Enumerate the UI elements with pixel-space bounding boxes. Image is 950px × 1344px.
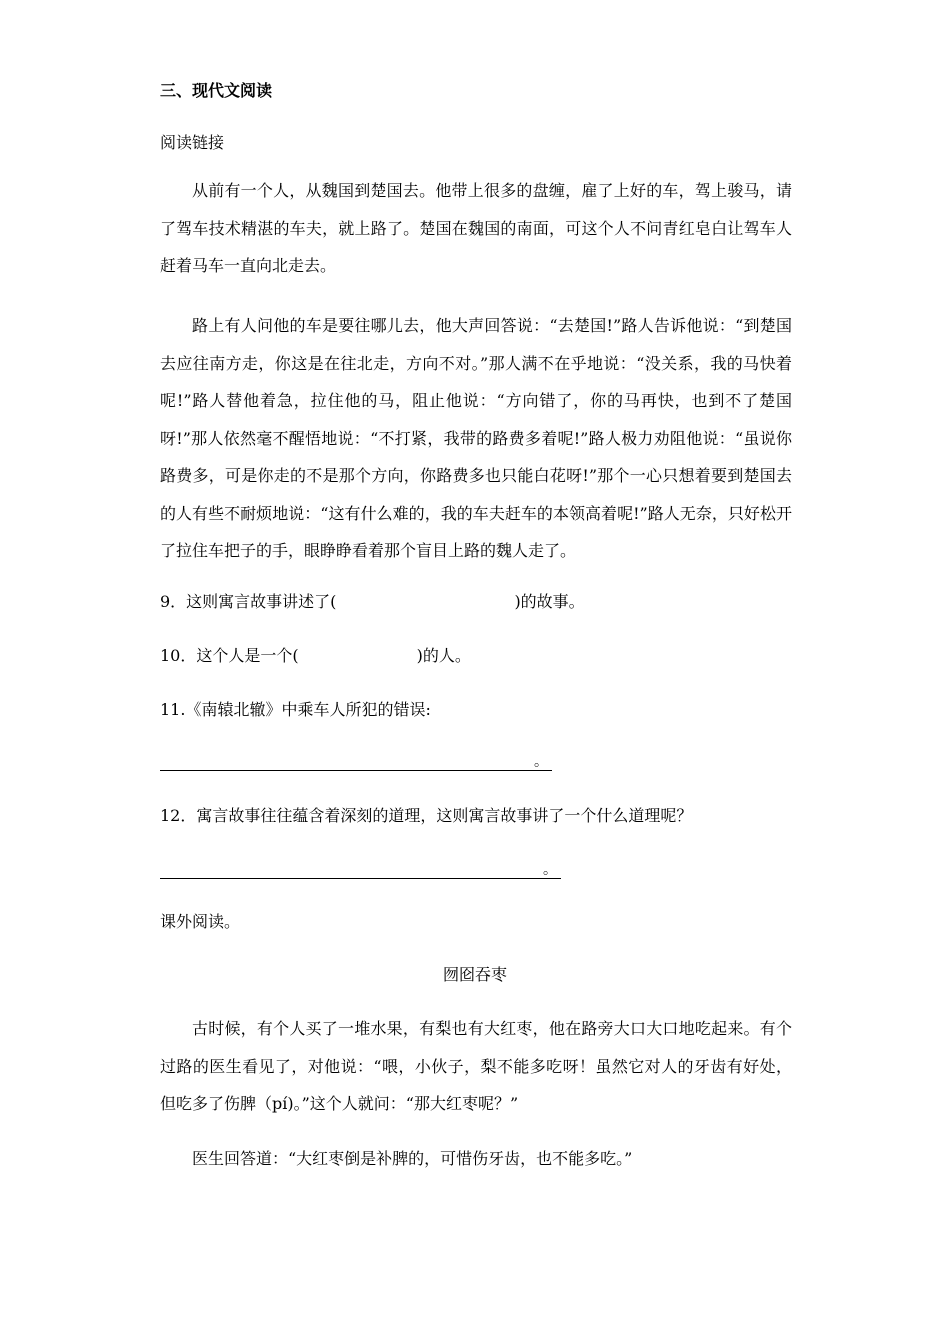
question-10-prefix: 10．这个人是一个( <box>160 646 299 665</box>
question-11-answer-line[interactable] <box>160 750 552 771</box>
story2-paragraph-1: 古时候，有个人买了一堆水果，有梨也有大红枣，他在路旁大口大口地吃起来。有个过路的医生看见了，对他说：“喂，小伙子，梨不能多吃呀！虽然它对人的牙齿有好处，但吃多了伤脾（pí)。”这个人就问：“那大红枣呢？” <box>160 1019 792 1113</box>
story1-paragraph-1: 从前有一个人，从魏国到楚国去。他带上很多的盘缠，雇了上好的车，驾上骏马，请了驾车技术精湛的车夫，就上路了。楚国在魏国的南面，可这个人不问青红皂白让驾车人赶着马车一直向北走去。 <box>160 181 792 275</box>
question-12-period: 。 <box>543 862 557 878</box>
question-12-answer-line[interactable] <box>160 858 561 879</box>
question-9 <box>160 592 585 612</box>
story2-title: 囫囵吞枣 <box>442 965 507 984</box>
extra-reading-label: 课外阅读。 <box>160 912 241 931</box>
question-10 <box>160 646 471 666</box>
question-11: 11.《南辕北辙》中乘车人所犯的错误: <box>160 700 431 719</box>
section-title: 三、现代文阅读 <box>160 81 273 100</box>
story1-paragraph-2: 路上有人问他的车是要往哪儿去，他大声回答说：“去楚国!”路人告诉他说：“到楚国去应往南方走，你这是在往北走，方向不对。”那人满不在乎地说：“没关系，我的马快着呢!”路人替他着急，拉住他的马，阻止他说：“方向错了，你的马再快，也到不了楚国呀!”那人依然毫不醒悟地说：“不打紧，我带的路费多着呢!”路人极力劝阻他说：“虽说你路费多，可是你走的不是那个方向，你路费多也只能白花呀!”那个一心只想着要到楚国去的人有些不耐烦地说：“这有什么难的，我的车夫赶车的本领高着呢!”路人无奈，只好松开了拉住车把子的手，眼睁睁看着那个盲目上路的魏人走了。 <box>160 316 792 560</box>
question-12: 12．寓言故事往往蕴含着深刻的道理，这则寓言故事讲了一个什么道理呢？ <box>160 806 693 825</box>
question-11-period: 。 <box>534 754 548 770</box>
story2-paragraph-2: 医生回答道：“大红枣倒是补脾的，可惜伤牙齿，也不能多吃。” <box>192 1149 633 1168</box>
question-10-suffix: )的人。 <box>416 646 471 665</box>
question-9-prefix: 9．这则寓言故事讲述了( <box>160 592 337 611</box>
section-subtitle: 阅读链接 <box>160 133 225 152</box>
question-9-suffix: )的故事。 <box>514 592 585 611</box>
